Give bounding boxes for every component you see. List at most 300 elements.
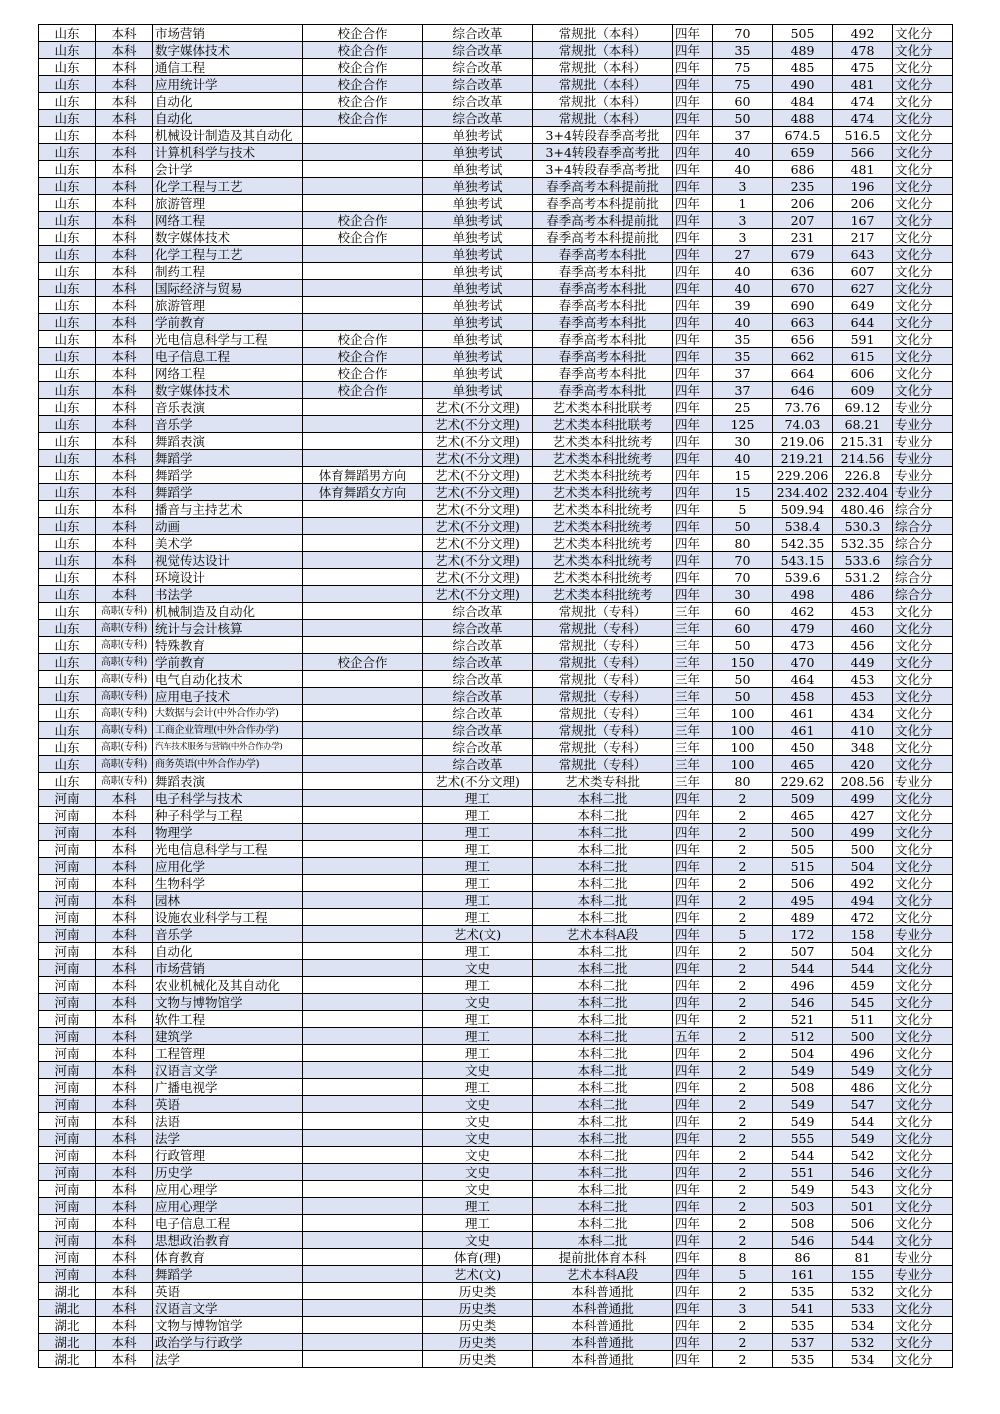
max-score-cell: 509.94 <box>773 501 833 518</box>
category-cell: 艺术(不分文理) <box>423 518 533 535</box>
major-cell: 国际经济与贸易 <box>153 280 303 297</box>
quota-cell: 2 <box>713 977 773 994</box>
note-cell <box>303 1215 423 1232</box>
province-cell: 河南 <box>39 1028 96 1045</box>
major-cell: 生物科学 <box>153 875 303 892</box>
level-cell: 本科 <box>96 535 153 552</box>
duration-cell: 四年 <box>673 1232 713 1249</box>
note-cell: 体育舞蹈男方向 <box>303 467 423 484</box>
note-cell <box>303 671 423 688</box>
note-cell <box>303 926 423 943</box>
batch-cell: 常规批（专科） <box>533 756 673 773</box>
category-cell: 理工 <box>423 824 533 841</box>
major-cell: 应用心理学 <box>153 1198 303 1215</box>
score-type-cell: 专业分 <box>893 399 953 416</box>
level-cell: 本科 <box>96 960 153 977</box>
table-body <box>39 25 953 1368</box>
category-cell: 单独考试 <box>423 348 533 365</box>
batch-cell: 本科普通批 <box>533 1334 673 1351</box>
category-cell: 理工 <box>423 1198 533 1215</box>
category-cell: 文史 <box>423 1164 533 1181</box>
note-cell <box>303 586 423 603</box>
min-score-cell: 410 <box>833 722 893 739</box>
max-score-cell: 490 <box>773 76 833 93</box>
province-cell: 山东 <box>39 518 96 535</box>
category-cell: 单独考试 <box>423 195 533 212</box>
province-cell: 山东 <box>39 246 96 263</box>
min-score-cell: 532.35 <box>833 535 893 552</box>
batch-cell: 本科二批 <box>533 892 673 909</box>
major-cell: 旅游管理 <box>153 297 303 314</box>
province-cell: 山东 <box>39 637 96 654</box>
score-type-cell: 文化分 <box>893 280 953 297</box>
major-cell: 美术学 <box>153 535 303 552</box>
quota-cell: 35 <box>713 348 773 365</box>
category-cell: 艺术(不分文理) <box>423 773 533 790</box>
province-cell: 河南 <box>39 1011 96 1028</box>
duration-cell: 四年 <box>673 909 713 926</box>
batch-cell: 本科二批 <box>533 994 673 1011</box>
max-score-cell: 488 <box>773 110 833 127</box>
table-row <box>39 59 953 76</box>
note-cell <box>303 722 423 739</box>
category-cell: 文史 <box>423 1232 533 1249</box>
category-cell: 艺术(不分文理) <box>423 484 533 501</box>
score-type-cell: 文化分 <box>893 59 953 76</box>
min-score-cell: 478 <box>833 42 893 59</box>
table-row <box>39 229 953 246</box>
level-cell: 本科 <box>96 365 153 382</box>
level-cell: 本科 <box>96 1215 153 1232</box>
quota-cell: 60 <box>713 603 773 620</box>
score-type-cell: 综合分 <box>893 501 953 518</box>
duration-cell: 三年 <box>673 603 713 620</box>
min-score-cell: 155 <box>833 1266 893 1283</box>
table-row <box>39 331 953 348</box>
quota-cell: 2 <box>713 1164 773 1181</box>
level-cell: 本科 <box>96 824 153 841</box>
min-score-cell: 226.8 <box>833 467 893 484</box>
major-cell: 种子科学与工程 <box>153 807 303 824</box>
quota-cell: 2 <box>713 1079 773 1096</box>
score-type-cell: 文化分 <box>893 994 953 1011</box>
level-cell: 本科 <box>96 1130 153 1147</box>
max-score-cell: 450 <box>773 739 833 756</box>
category-cell: 理工 <box>423 875 533 892</box>
level-cell: 本科 <box>96 501 153 518</box>
level-cell: 本科 <box>96 1283 153 1300</box>
max-score-cell: 500 <box>773 824 833 841</box>
batch-cell: 艺术类本科批统考 <box>533 467 673 484</box>
batch-cell: 常规批（专科） <box>533 722 673 739</box>
duration-cell: 四年 <box>673 110 713 127</box>
category-cell: 综合改革 <box>423 620 533 637</box>
major-cell: 音乐表演 <box>153 399 303 416</box>
major-cell: 计算机科学与技术 <box>153 144 303 161</box>
max-score-cell: 521 <box>773 1011 833 1028</box>
table-row <box>39 1164 953 1181</box>
duration-cell: 三年 <box>673 705 713 722</box>
table-row <box>39 1079 953 1096</box>
score-type-cell: 文化分 <box>893 875 953 892</box>
max-score-cell: 508 <box>773 1079 833 1096</box>
batch-cell: 本科普通批 <box>533 1300 673 1317</box>
score-type-cell: 文化分 <box>893 1011 953 1028</box>
min-score-cell: 499 <box>833 824 893 841</box>
quota-cell: 3 <box>713 178 773 195</box>
major-cell: 法学 <box>153 1351 303 1368</box>
province-cell: 山东 <box>39 722 96 739</box>
category-cell: 文史 <box>423 1181 533 1198</box>
major-cell: 学前教育 <box>153 654 303 671</box>
quota-cell: 40 <box>713 280 773 297</box>
min-score-cell: 504 <box>833 943 893 960</box>
min-score-cell: 511 <box>833 1011 893 1028</box>
max-score-cell: 546 <box>773 1232 833 1249</box>
min-score-cell: 481 <box>833 161 893 178</box>
duration-cell: 三年 <box>673 688 713 705</box>
note-cell <box>303 1164 423 1181</box>
max-score-cell: 535 <box>773 1351 833 1368</box>
level-cell: 高职(专科) <box>96 688 153 705</box>
duration-cell: 三年 <box>673 620 713 637</box>
score-type-cell: 文化分 <box>893 144 953 161</box>
major-cell: 应用心理学 <box>153 1181 303 1198</box>
category-cell: 单独考试 <box>423 382 533 399</box>
level-cell: 本科 <box>96 1181 153 1198</box>
category-cell: 艺术(不分文理) <box>423 416 533 433</box>
duration-cell: 四年 <box>673 416 713 433</box>
quota-cell: 2 <box>713 1317 773 1334</box>
score-type-cell: 文化分 <box>893 1079 953 1096</box>
table-row <box>39 263 953 280</box>
batch-cell: 常规批（本科） <box>533 76 673 93</box>
max-score-cell: 646 <box>773 382 833 399</box>
level-cell: 本科 <box>96 1096 153 1113</box>
min-score-cell: 606 <box>833 365 893 382</box>
duration-cell: 四年 <box>673 875 713 892</box>
score-type-cell: 文化分 <box>893 110 953 127</box>
score-type-cell: 文化分 <box>893 178 953 195</box>
min-score-cell: 456 <box>833 637 893 654</box>
province-cell: 山东 <box>39 314 96 331</box>
max-score-cell: 674.5 <box>773 127 833 144</box>
category-cell: 艺术(不分文理) <box>423 569 533 586</box>
batch-cell: 春季高考本科批 <box>533 263 673 280</box>
table-row <box>39 535 953 552</box>
table-row <box>39 93 953 110</box>
category-cell: 艺术(不分文理) <box>423 433 533 450</box>
batch-cell: 常规批（专科） <box>533 620 673 637</box>
level-cell: 本科 <box>96 1300 153 1317</box>
province-cell: 河南 <box>39 1079 96 1096</box>
major-cell: 文物与博物馆学 <box>153 1317 303 1334</box>
min-score-cell: 615 <box>833 348 893 365</box>
table-row <box>39 654 953 671</box>
category-cell: 单独考试 <box>423 314 533 331</box>
table-row <box>39 586 953 603</box>
score-type-cell: 文化分 <box>893 909 953 926</box>
level-cell: 本科 <box>96 1249 153 1266</box>
quota-cell: 40 <box>713 314 773 331</box>
batch-cell: 3+4转段春季高考批 <box>533 161 673 178</box>
duration-cell: 四年 <box>673 926 713 943</box>
quota-cell: 2 <box>713 807 773 824</box>
note-cell <box>303 1147 423 1164</box>
duration-cell: 三年 <box>673 739 713 756</box>
category-cell: 理工 <box>423 1045 533 1062</box>
quota-cell: 2 <box>713 960 773 977</box>
province-cell: 山东 <box>39 671 96 688</box>
level-cell: 本科 <box>96 348 153 365</box>
category-cell: 综合改革 <box>423 739 533 756</box>
province-cell: 河南 <box>39 1215 96 1232</box>
province-cell: 河南 <box>39 977 96 994</box>
major-cell: 电子信息工程 <box>153 348 303 365</box>
duration-cell: 四年 <box>673 858 713 875</box>
major-cell: 制药工程 <box>153 263 303 280</box>
duration-cell: 四年 <box>673 1164 713 1181</box>
min-score-cell: 649 <box>833 297 893 314</box>
table-row <box>39 1249 953 1266</box>
duration-cell: 四年 <box>673 399 713 416</box>
major-cell: 环境设计 <box>153 569 303 586</box>
max-score-cell: 544 <box>773 1147 833 1164</box>
duration-cell: 四年 <box>673 1096 713 1113</box>
category-cell: 综合改革 <box>423 705 533 722</box>
note-cell <box>303 195 423 212</box>
batch-cell: 常规批（专科） <box>533 688 673 705</box>
duration-cell: 四年 <box>673 535 713 552</box>
min-score-cell: 506 <box>833 1215 893 1232</box>
min-score-cell: 544 <box>833 1232 893 1249</box>
score-type-cell: 文化分 <box>893 263 953 280</box>
quota-cell: 37 <box>713 365 773 382</box>
category-cell: 理工 <box>423 892 533 909</box>
major-cell: 法学 <box>153 1130 303 1147</box>
province-cell: 河南 <box>39 1164 96 1181</box>
duration-cell: 四年 <box>673 229 713 246</box>
major-cell: 舞蹈学 <box>153 450 303 467</box>
level-cell: 本科 <box>96 1164 153 1181</box>
table-row <box>39 399 953 416</box>
table-row <box>39 994 953 1011</box>
major-cell: 广播电视学 <box>153 1079 303 1096</box>
major-cell: 历史学 <box>153 1164 303 1181</box>
note-cell <box>303 1232 423 1249</box>
batch-cell: 本科二批 <box>533 875 673 892</box>
batch-cell: 本科二批 <box>533 858 673 875</box>
quota-cell: 27 <box>713 246 773 263</box>
table-row <box>39 1028 953 1045</box>
quota-cell: 2 <box>713 841 773 858</box>
max-score-cell: 543.15 <box>773 552 833 569</box>
min-score-cell: 215.31 <box>833 433 893 450</box>
batch-cell: 常规批（本科） <box>533 59 673 76</box>
table-row <box>39 1130 953 1147</box>
score-type-cell: 文化分 <box>893 943 953 960</box>
min-score-cell: 208.56 <box>833 773 893 790</box>
level-cell: 本科 <box>96 1113 153 1130</box>
score-type-cell: 专业分 <box>893 1249 953 1266</box>
category-cell: 理工 <box>423 858 533 875</box>
level-cell: 本科 <box>96 280 153 297</box>
score-type-cell: 文化分 <box>893 1232 953 1249</box>
province-cell: 山东 <box>39 501 96 518</box>
note-cell <box>303 739 423 756</box>
major-cell: 视觉传达设计 <box>153 552 303 569</box>
batch-cell: 春季高考本科批 <box>533 331 673 348</box>
quota-cell: 2 <box>713 1130 773 1147</box>
batch-cell: 本科二批 <box>533 960 673 977</box>
quota-cell: 2 <box>713 909 773 926</box>
max-score-cell: 503 <box>773 1198 833 1215</box>
max-score-cell: 86 <box>773 1249 833 1266</box>
max-score-cell: 470 <box>773 654 833 671</box>
table-row <box>39 1317 953 1334</box>
note-cell <box>303 875 423 892</box>
level-cell: 本科 <box>96 93 153 110</box>
score-type-cell: 文化分 <box>893 42 953 59</box>
max-score-cell: 465 <box>773 756 833 773</box>
duration-cell: 四年 <box>673 1249 713 1266</box>
category-cell: 综合改革 <box>423 671 533 688</box>
batch-cell: 春季高考本科提前批 <box>533 178 673 195</box>
score-type-cell: 文化分 <box>893 1215 953 1232</box>
batch-cell: 本科二批 <box>533 943 673 960</box>
score-type-cell: 综合分 <box>893 535 953 552</box>
category-cell: 综合改革 <box>423 25 533 42</box>
province-cell: 河南 <box>39 807 96 824</box>
major-cell: 数字媒体技术 <box>153 382 303 399</box>
category-cell: 艺术(不分文理) <box>423 467 533 484</box>
max-score-cell: 489 <box>773 909 833 926</box>
major-cell: 汉语言文学 <box>153 1300 303 1317</box>
note-cell <box>303 1130 423 1147</box>
duration-cell: 四年 <box>673 25 713 42</box>
quota-cell: 30 <box>713 586 773 603</box>
quota-cell: 125 <box>713 416 773 433</box>
category-cell: 文史 <box>423 960 533 977</box>
table-row <box>39 212 953 229</box>
max-score-cell: 462 <box>773 603 833 620</box>
province-cell: 湖北 <box>39 1283 96 1300</box>
min-score-cell: 531.2 <box>833 569 893 586</box>
max-score-cell: 551 <box>773 1164 833 1181</box>
category-cell: 综合改革 <box>423 76 533 93</box>
note-cell <box>303 314 423 331</box>
min-score-cell: 492 <box>833 25 893 42</box>
max-score-cell: 505 <box>773 841 833 858</box>
level-cell: 本科 <box>96 1351 153 1368</box>
note-cell: 校企合作 <box>303 42 423 59</box>
batch-cell: 本科二批 <box>533 1181 673 1198</box>
max-score-cell: 509 <box>773 790 833 807</box>
max-score-cell: 679 <box>773 246 833 263</box>
min-score-cell: 460 <box>833 620 893 637</box>
category-cell: 单独考试 <box>423 263 533 280</box>
min-score-cell: 545 <box>833 994 893 1011</box>
score-type-cell: 专业分 <box>893 450 953 467</box>
min-score-cell: 533 <box>833 1300 893 1317</box>
table-row <box>39 909 953 926</box>
note-cell <box>303 620 423 637</box>
table-row <box>39 671 953 688</box>
batch-cell: 常规批（专科） <box>533 603 673 620</box>
category-cell: 理工 <box>423 1011 533 1028</box>
province-cell: 山东 <box>39 382 96 399</box>
level-cell: 本科 <box>96 994 153 1011</box>
duration-cell: 四年 <box>673 1300 713 1317</box>
batch-cell: 艺术类本科批统考 <box>533 552 673 569</box>
level-cell: 本科 <box>96 314 153 331</box>
province-cell: 山东 <box>39 467 96 484</box>
score-type-cell: 文化分 <box>893 195 953 212</box>
quota-cell: 2 <box>713 790 773 807</box>
note-cell <box>303 433 423 450</box>
major-cell: 动画 <box>153 518 303 535</box>
province-cell: 山东 <box>39 586 96 603</box>
table-row <box>39 1334 953 1351</box>
batch-cell: 春季高考本科提前批 <box>533 195 673 212</box>
level-cell: 本科 <box>96 1079 153 1096</box>
min-score-cell: 643 <box>833 246 893 263</box>
duration-cell: 四年 <box>673 1113 713 1130</box>
score-type-cell: 文化分 <box>893 1164 953 1181</box>
quota-cell: 30 <box>713 433 773 450</box>
major-cell: 舞蹈学 <box>153 467 303 484</box>
province-cell: 河南 <box>39 960 96 977</box>
batch-cell: 常规批（本科） <box>533 25 673 42</box>
max-score-cell: 495 <box>773 892 833 909</box>
max-score-cell: 235 <box>773 178 833 195</box>
table-row <box>39 416 953 433</box>
level-cell: 本科 <box>96 144 153 161</box>
duration-cell: 四年 <box>673 484 713 501</box>
category-cell: 理工 <box>423 1079 533 1096</box>
table-row <box>39 365 953 382</box>
quota-cell: 60 <box>713 93 773 110</box>
duration-cell: 四年 <box>673 1334 713 1351</box>
table-row <box>39 1147 953 1164</box>
note-cell <box>303 858 423 875</box>
duration-cell: 三年 <box>673 722 713 739</box>
score-type-cell: 文化分 <box>893 790 953 807</box>
note-cell: 校企合作 <box>303 654 423 671</box>
score-type-cell: 专业分 <box>893 433 953 450</box>
category-cell: 艺术(不分文理) <box>423 552 533 569</box>
major-cell: 大数据与会计(中外合作办学) <box>153 705 303 722</box>
province-cell: 河南 <box>39 1096 96 1113</box>
min-score-cell: 69.12 <box>833 399 893 416</box>
province-cell: 河南 <box>39 1062 96 1079</box>
table-row <box>39 875 953 892</box>
major-cell: 自动化 <box>153 943 303 960</box>
batch-cell: 艺术类本科批统考 <box>533 518 673 535</box>
quota-cell: 75 <box>713 59 773 76</box>
note-cell <box>303 127 423 144</box>
major-cell: 设施农业科学与工程 <box>153 909 303 926</box>
quota-cell: 2 <box>713 1045 773 1062</box>
note-cell <box>303 297 423 314</box>
max-score-cell: 670 <box>773 280 833 297</box>
major-cell: 化学工程与工艺 <box>153 246 303 263</box>
major-cell: 行政管理 <box>153 1147 303 1164</box>
min-score-cell: 547 <box>833 1096 893 1113</box>
quota-cell: 50 <box>713 688 773 705</box>
min-score-cell: 486 <box>833 586 893 603</box>
min-score-cell: 68.21 <box>833 416 893 433</box>
